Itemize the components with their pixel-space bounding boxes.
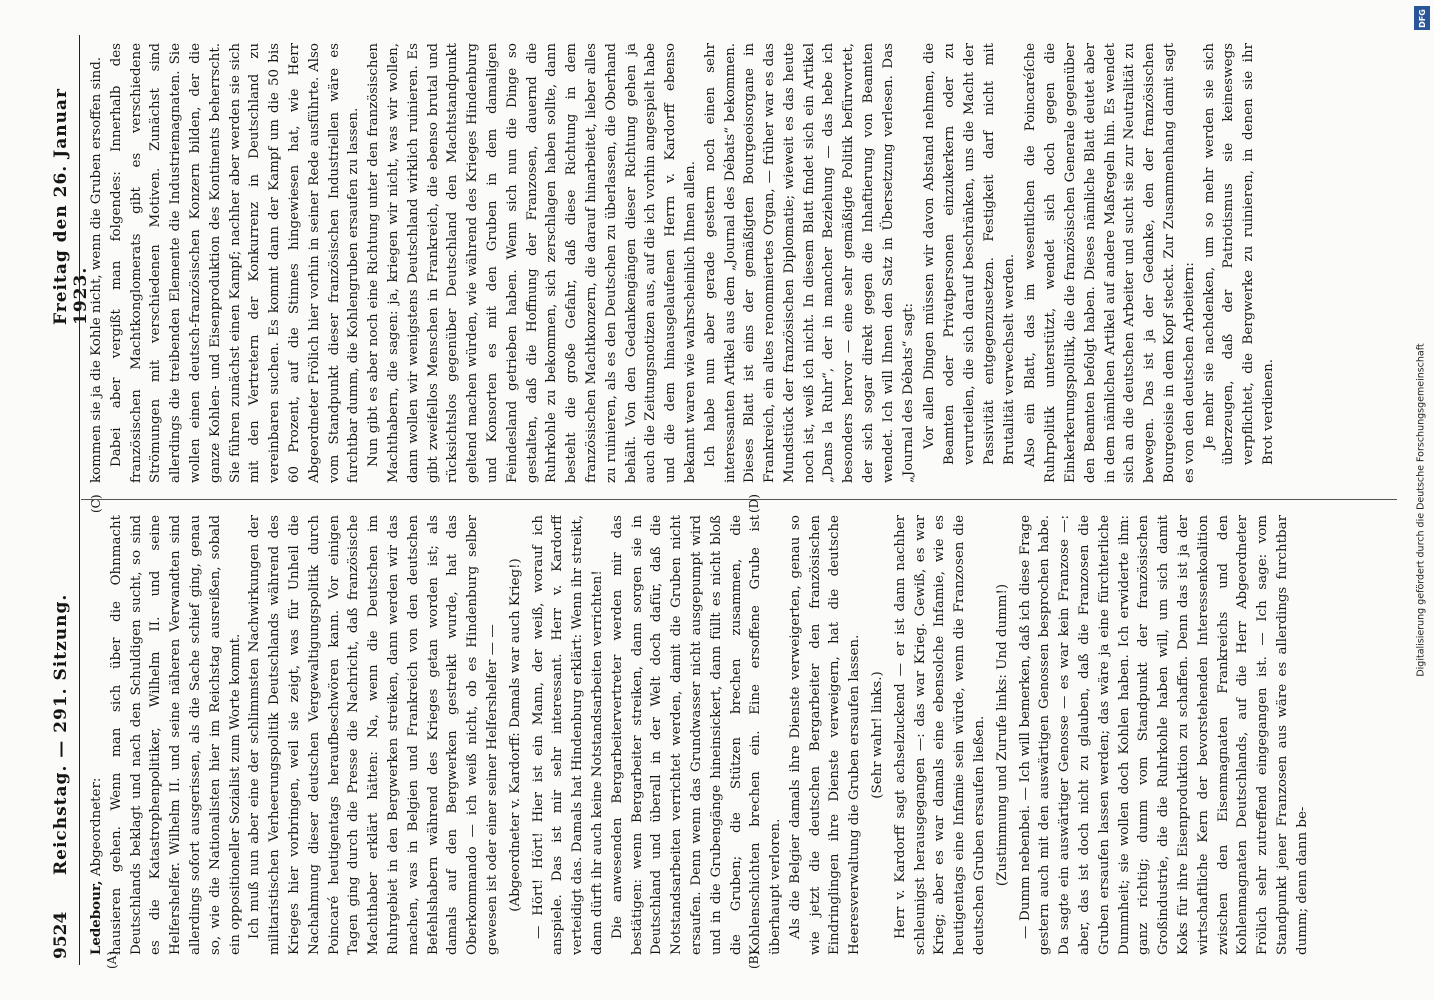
margin-mark-c: (C) [89, 494, 103, 513]
paragraph: — Dumm nebenbei. — Ich will bemerken, daß ich diese Frage gestern auch mit den auswärtigen Genossen besprochen habe. Da sagte ein auswärtiger Genosse — es war kein Franzose —: aber, das ist doch nicht zu glauben, daß die Franzosen die Gruben ersaufen lassen werden; das wäre ja eine fürchterliche Dummheit; sie wollen doch Kohlen haben. Ich erwiderte ihm: ganz richtig; dumm vom Standpunkt der französischen Großindustrie, die die Ruhrkohle haben will, um sich damit Koks für ihre Eisenproduktion zu schaffen. Denn das ist ja der wirtschaftliche Kern der bevorstehenden Interessenkoalition zwischen den Eisenmagnaten Frankreichs und den Kohlenmagnaten Deutschlands, auf die Herr Abgeordneter Frölich sehr zutreffend eingegangen ist. — Ich sage: vom Standpunkt jener Franzosen aus wäre es allerdings furchtbar dumm; denn dann be- [1017, 515, 1310, 955]
page-header [45, 35, 91, 965]
paragraph: Nun gibt es aber noch eine Richtung unter den französischen Machthabern, die sagen: ja, kriegen wir nicht, was wir wollen, dann wollen wir wenigstens Deutschland wirklich ruinieren. Es gibt zweifellos Menschen in Frankreich, die ebenso brutal und rücksichtslos gegenüber Deutschland den Machtstandpunkt geltend machen würden, wie während des Krieges Hindenburg und Konsorten es mit den Gruben in dem damaligen Feindesland getrieben haben. Wenn sich nun die Dinge so gestalten, daß die Hoffnung der Franzosen, dauernd die Ruhrkohle zu bekommen, sich zerschlagen haben sollte, dann besteht die große Gefahr, daß diese Richtung in dem französischen Machtkonzern, die darauf hinarbeitet, lieber alles zu ruinieren, als es den Deutschen zu überlassen, die Oberhand behält. Von den Gedankengängen dieser Richtung gehen ja auch die Zeitungsnotizen aus, auf die ich vorhin angespielt habe und die dem hinausgelaufenen Herrn v. Kardorff ebenso bekannt waren wie wahrscheinlich Ihnen allen. [366, 43, 698, 483]
paragraph: Herr v. Kardorff sagt achselzuckend — er ist dann nachher schleunigst herausgegangen —: das war Krieg. Gewiß, es war Krieg; aber es war damals eine ebensolche Infamie, wie es heutigentags eine Infamie sein würde, wenn die Franzosen die deutschen Gruben ersaufen ließen. [892, 515, 988, 955]
margin-mark-a: (A) [105, 950, 119, 969]
right-running-title: Freitag den 26. Januar 1923. [51, 88, 91, 325]
paragraph: Die anwesenden Bergarbeitervertreter werden mir das bestätigen: wenn Bergarbeiter streiken, dann sorgen sie in Deutschland und überall in der Welt doch dafür, daß die Notstandsarbeiten verrichtet werden, damit die Gruben nicht ersaufen. Denn wenn das Grundwasser nicht ausgepumpt wird und in die Grubengänge hineinsickert, dann füllt es nicht bloß die Gruben; die Stützen brechen zusammen, die Kohlenschichten brechen ein. Eine ersoffene Grube ist überhaupt verloren. [609, 515, 784, 955]
margin-mark-b: (B) [747, 950, 761, 969]
paragraph: Als die Belgier damals ihre Dienste verweigerten, genau so wie jetzt die deutschen Bergarbeiter den französischen Eindringlingen ihre Dienste verweigern, hat die deutsche Heeresverwaltung die Gruben ersaufen lassen. [787, 515, 863, 955]
column-divider [81, 499, 1397, 500]
speaker-role: Abgeordneter: [89, 777, 104, 877]
block-quote: Vor allen Dingen müssen wir davon Abstand nehmen, die Beamten oder Privatpersonen einzukerkern oder zu verurteilen, die sich darauf beschränken, uns die Macht der Passivität entgegenzusetzen. Festigkeit darf nicht mit Brutalität verwechselt werden. [922, 43, 1017, 465]
paragraph: — Hört! Hört! Hier ist ein Mann, der weiß, worauf ich anspiele. Das ist mir sehr interessant. Herr v. Kardorff verteidigt das. Damals hat Hindenburg erklärt: Wenn ihr streikt, dann dürft ihr auch keine Notstandsarbeiten verrichten! [530, 515, 605, 955]
paragraph: Also ein Blatt, das im wesentlichen die Poincaréſche Ruhrpolitik unterstützt, wendet sich doch gegen die Einkerkerungspolitik, die die französischen Generale gegenüber den Beamten befolgt haben. Dieses nämliche Blatt deutet aber in dem nämlichen Artikel auf andere Maßregeln hin. Es wendet sich an die deutschen Arbeiter und sucht sie zur Neutralität zu bewegen. Das ist ja der Gedanke, den der französischen Bourgeoisie in dem Kopf steckt. Zur Zusammenhang damit sagt es von den deutschen Arbeitern: [1023, 43, 1197, 483]
interjection: (Zustimmung und Zurufe links: Und dumm!) [994, 583, 1010, 887]
header-rule [79, 35, 80, 965]
paragraph: kommen sie ja die Kohle nicht, wenn die Gruben ersoffen sind. [89, 56, 104, 483]
margin-mark-d: (D) [747, 494, 761, 513]
paragraph: Ich muß nun aber eine der schlimmsten Nachwirkungen der militaristischen Verheerungspolitik Deutschlands während des Krieges hier vorbringen, weil sie zeigt, was für Unheil die Nachahmung dieser deutschen Vergewaltigungspolitik durch Poincaré heutigentags heraufbeschwören kann. Vor einigen Tagen ging durch die Presse die Nachricht, daß französische Machthaber erklärt hätten: Na, wenn die Deutschen im Ruhrgebiet in den Bergwerken streiken, dann werden wir das machen, was in Belgien und Frankreich von den deutschen Befehlshabern während des Krieges getan worden ist; als damals auf den Bergwerken gestreikt wurde, hat das Oberkommando — ich weiß nicht, ob es Hindenburg selber gewesen ist oder einer seiner Helfershelfer — — [247, 515, 500, 955]
dfg-logo: DFG [1414, 6, 1430, 30]
paragraph: hausieren gehen. Wenn man sich über die Ohnmacht Deutschlands beklagt und nach den Schuldigen sucht, so sind es die Katastrophenpolitiker, Wilhelm II. und seine Helfershelfer. Wilhelm II. und seine näheren Verwandten sind allerdings sofort ausgerissen, als die Sache schief ging, genau so, wie die Nationalisten hier im Reichstag ausreißen, sobald ein oppositioneller Sozialist zum Worte kommt. [108, 515, 243, 955]
credit-text: Digitalisierung gefördert durch die Deutsche Forschungsgemeinschaft [1415, 343, 1427, 677]
paragraph: Ich habe nun aber gerade gestern noch einen sehr interessanten Artikel aus dem „Journal des Débats“ bekommen. Dieses Blatt ist eins der gemäßigten Bourgeoisorgane in Frankreich, ein altes renommiertes Organ, — früher war es das Mundstück der französischen Diplomatie; wieweit es das heute noch ist, weiß ich nicht. In diesem Blatt findet sich ein Artikel „Dans la Ruhr“, der in mancher Beziehung — das hebe ich besonders hervor — eine sehr gemäßigte Politik befürwortet, der sich sogar direkt gegen die Inhaftierung von Beamten wendet. Ich will Ihnen den Satz in Übersetzung verlesen. Das „Journal des Débats“ sagt: [702, 43, 916, 483]
page-number: 9524 [51, 911, 71, 959]
left-column [87, 515, 1397, 955]
right-column [87, 43, 1397, 483]
digitization-credit [1411, 30, 1431, 990]
speaker-line [87, 515, 107, 955]
paragraph: Dabei aber vergißt man folgendes: Innerhalb des französischen Machtkonglomerats gibt es verschiedene Strömungen mit verschiedenen Motiven. Zunächst sind allerdings die treibenden Elemente die Industriemagnaten. Sie wollen einen deutsch-französischen Konzern bilden, der die ganze Kohlen- und Eisenproduktion des Kontinents beherrscht. Sie führen zunächst einen Kampf; nachher aber werden sie sich mit den Vertretern der Konkurrenz in Deutschland zu vereinbaren suchen. Es kommt dann der Kampf um die 50 bis 60 Prozent, auf die Stinnes hingewiesen hat, wie Herr Abgeordneter Frölich hier vorhin in seiner Rede ausführte. Also vom Standpunkt dieser französischen Industriellen wäre es furchtbar dumm, die Kohlengruben ersaufen zu lassen. [108, 43, 362, 483]
block-quote: Je mehr sie nachdenken, um so mehr werden sie sich überzeugen, daß der Patriotismus sie keineswegs verpflichtet, die Bergwerke zu ruinieren, in denen sie ihr Brot verdienen. [1201, 43, 1277, 465]
interjection: (Abgeordneter v. Kardorff: Damals war auch Krieg!) [507, 558, 523, 912]
interjection: (Sehr wahr! links.) [870, 671, 886, 799]
speaker-name: Ledebour, [88, 880, 104, 955]
left-running-title: Reichstag. — 291. Sitzung. [51, 593, 71, 875]
newspaper-page [27, 35, 1407, 969]
